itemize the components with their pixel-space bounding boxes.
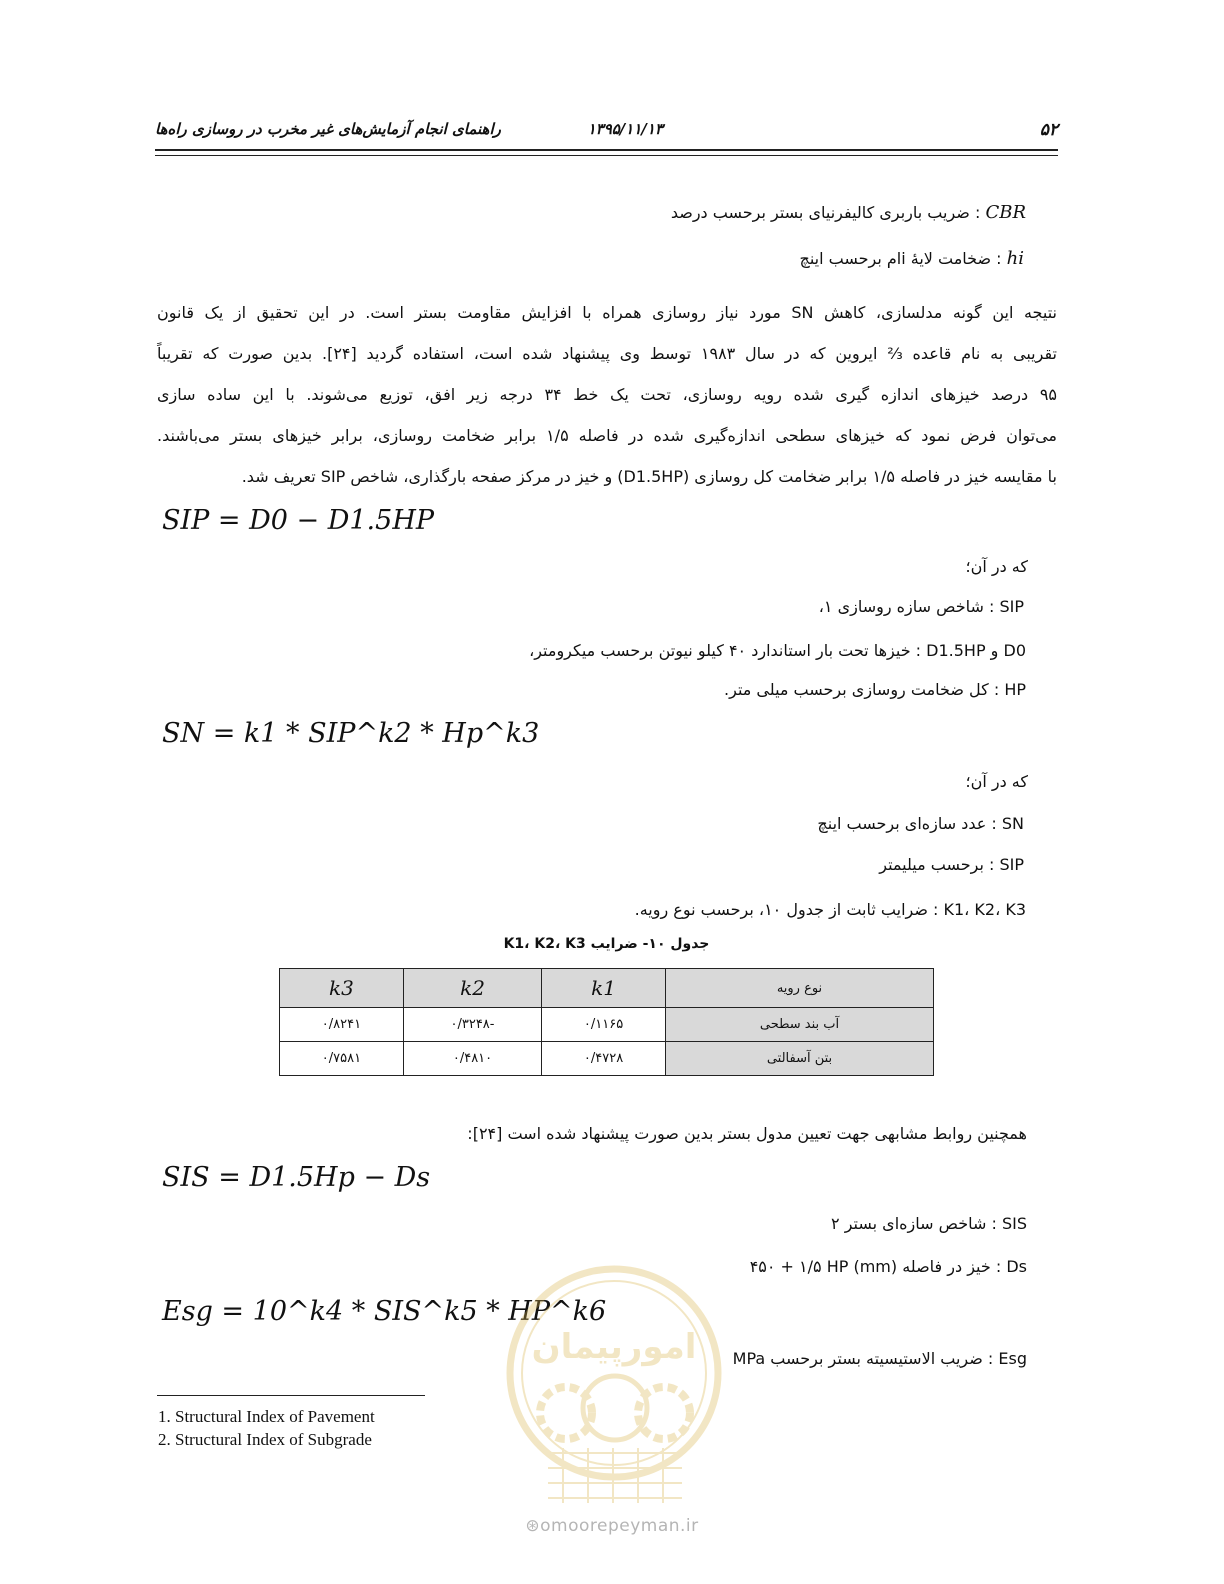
header-title: راهنمای انجام آزمایش‌های غیر مخرب در روسازی راه‌ها [155, 120, 501, 138]
equation-sis: SIS = D1.5Hp − Ds [162, 1162, 431, 1193]
table-header-cell: k3 [280, 969, 404, 1008]
coefficients-table [279, 968, 934, 1076]
def-cbr-text: : ضریب باربری کالیفرنیای بستر برحسب درصد [670, 203, 981, 222]
body-paragraph [157, 292, 1057, 497]
def-ds: Ds : خیز در فاصله (mm) ۴۵۰ + ۱/۵ HP [749, 1257, 1027, 1276]
footnote-1: 1. Structural Index of Pavement [158, 1407, 375, 1426]
table-cell: ۰/۴۸۱۰ [403, 1042, 541, 1076]
def-cbr-symbol: CBR [985, 202, 1026, 223]
table-cell: ۰/۸۲۴۱ [280, 1008, 404, 1042]
paragraph-line: نتیجه این گونه مدلسازی، کاهش SN مورد نیاز روسازی همراه با افزایش مقاومت بستر است. در این تحقیق از یک قانون [157, 303, 1057, 322]
equation-esg: Esg = 10^k4 * SIS^k5 * HP^k6 [162, 1296, 607, 1327]
where-label-2: که در آن؛ [965, 772, 1028, 791]
paragraph-2: همچنین روابط مشابهی جهت تعیین مدول بستر بدین صورت پیشنهاد شده است [۲۴]: [467, 1124, 1027, 1143]
page-number: ۵۲ [1039, 120, 1058, 140]
watermark-text: امورپیمان [488, 1263, 493, 1264]
table-cell: ۰/۷۵۸۱ [280, 1042, 404, 1076]
def-esg: Esg : ضریب الاستیسیته بستر برحسب MPa [732, 1349, 1027, 1368]
table-cell: بتن آسفالتی [666, 1042, 934, 1076]
def-sn: SN : عدد سازه‌ای برحسب اینچ [817, 814, 1024, 833]
def-hi-symbol: hi [1006, 248, 1024, 269]
def-d0: D0 و D1.5HP : خیزها تحت بار استاندارد ۴۰ کیلو نیوتن برحسب میکرومتر، [529, 641, 1026, 660]
table-header-cell: نوع رویه [666, 969, 934, 1008]
def-hi [799, 248, 1024, 269]
footnote-rule [157, 1395, 425, 1396]
table-row [280, 1008, 934, 1042]
where-label-1: که در آن؛ [965, 557, 1028, 576]
table-cell: -۰/۳۲۴۸ [403, 1008, 541, 1042]
table-header-row [280, 969, 934, 1008]
footnote-2: 2. Structural Index of Subgrade [158, 1430, 372, 1449]
def-sip: SIP : شاخص سازه روسازی ۱، [818, 597, 1024, 616]
watermark-logo-icon [488, 1263, 740, 1523]
equation-sip: SIP = D0 − D1.5HP [162, 505, 435, 536]
table-caption: جدول ۱۰- ضرایب K1، K2، K3 [503, 936, 710, 952]
table-header-cell: k1 [542, 969, 666, 1008]
paragraph-line: می‌توان فرض نمود که خیزهای سطحی اندازه‌گیری شده در فاصله ۱/۵ برابر ضخامت روسازی، برابر خیزهای بستر می‌باشند. [157, 426, 1057, 445]
header-date: ۱۳۹۵/۱۱/۱۳ [587, 120, 663, 138]
page-header [155, 120, 1058, 150]
header-rule-thin [155, 155, 1058, 156]
site-footer [0, 1516, 1224, 1536]
table-cell: ۰/۱۱۶۵ [542, 1008, 666, 1042]
table-cell: آب بند سطحی [666, 1008, 934, 1042]
site-url: omoorepeyman.ir [540, 1516, 699, 1536]
def-sis: SIS : شاخص سازه‌ای بستر ۲ [831, 1214, 1027, 1233]
def-k-coeffs: K1، K2، K3 : ضرایب ثابت از جدول ۱۰، برحسب نوع رویه. [634, 900, 1026, 919]
paragraph-line: ۹۵ درصد خیزهای اندازه گیری شده رویه روسازی، تحت یک خط ۳۴ درجه زیر افق، توزیع می‌شوند. با این ساده سازی [157, 385, 1057, 404]
equation-sn: SN = k1 * SIP^k2 * Hp^k3 [162, 718, 540, 749]
table-row [280, 1042, 934, 1076]
def-cbr [671, 202, 1026, 223]
paragraph-line: تقریبی به نام قاعده ⅔ ایروین که در سال ۱۹۸۳ توسط وی پیشنهاد شده است، استفاده گردید [۲۴]. بدین صورت که تقریباً [157, 344, 1057, 363]
svg-text:امورپیمان: امورپیمان [531, 1327, 697, 1367]
table-header-cell: k2 [403, 969, 541, 1008]
header-rule-thick [155, 149, 1058, 151]
paragraph-line: با مقایسه خیز در فاصله ۱/۵ برابر ضخامت کل روسازی (D1.5HP) و خیز در مرکز صفحه بارگذاری، شاخص SIP تعریف شد. [241, 467, 1057, 486]
def-hi-text: : ضخامت لایهٔ iام برحسب اینچ [799, 249, 1002, 268]
def-sip-unit: SIP : برحسب میلیمتر [879, 855, 1024, 874]
def-hp: HP : کل ضخامت روسازی برحسب میلی متر. [724, 680, 1026, 699]
site-icon: ⊛ [525, 1516, 541, 1536]
table-cell: ۰/۴۷۲۸ [542, 1042, 666, 1076]
